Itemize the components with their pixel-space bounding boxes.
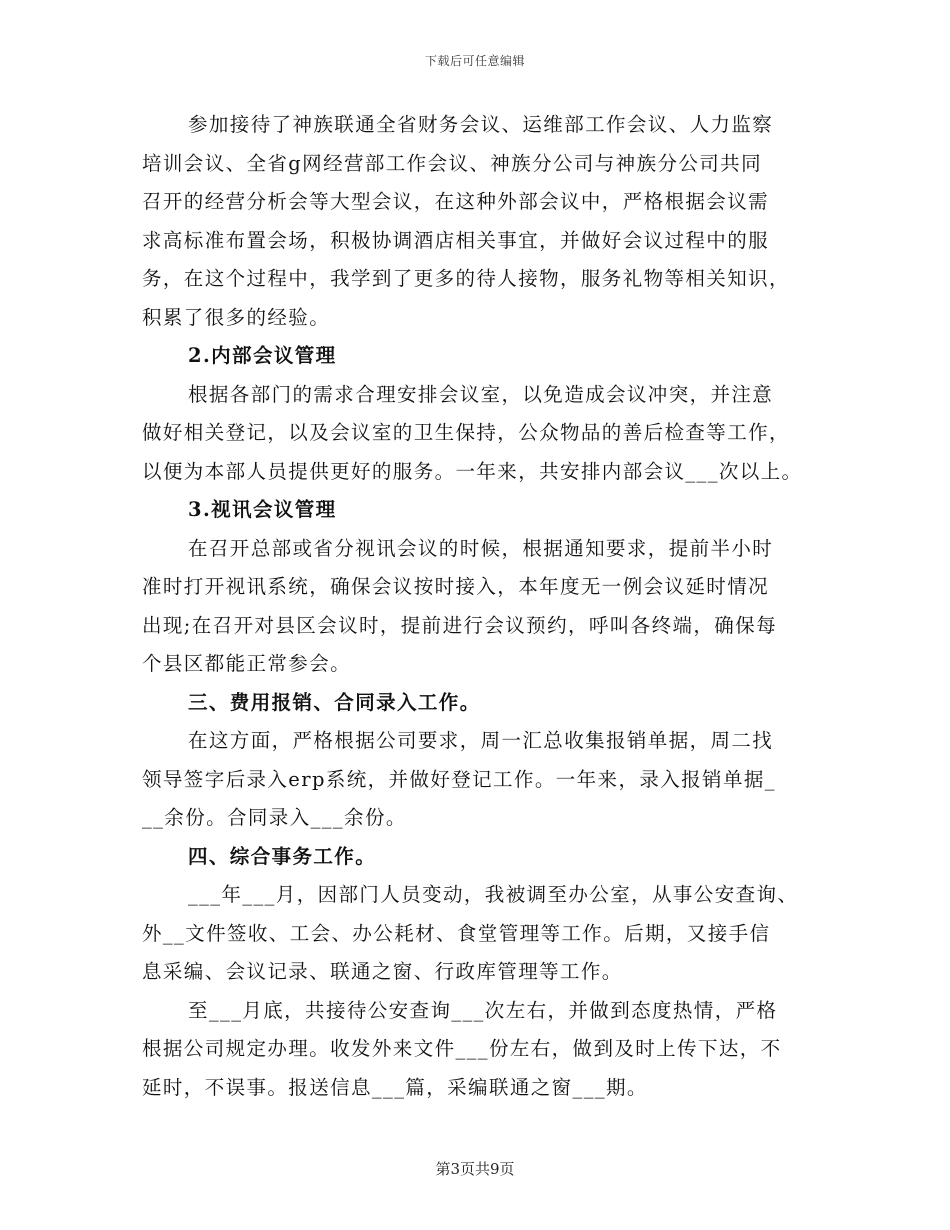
header-note: 下载后可任意编辑	[424, 54, 525, 68]
paragraph-line: 领导签字后录入erp系统，并做好登记工作。一年来，录入报销单据_	[142, 767, 776, 791]
paragraph-line: 外__文件签收、工会、办公耗材、食堂管理等工作。后期，又接手信	[142, 921, 771, 945]
paragraph-line: 根据各部门的需求合理安排会议室，以免造成会议冲突，并注意	[188, 382, 774, 406]
paragraph-line: 根据公司规定办理。收发外来文件___份左右，做到及时上传下达，不	[142, 1037, 782, 1060]
page-number: 第3页共9页	[435, 1160, 515, 1178]
paragraph-line: ___年___月，因部门人员变动，我被调至办公室，从事公安查询、	[188, 883, 799, 906]
paragraph-line: 务，在这个过程中，我学到了更多的待人接物，服务礼物等相关知识，	[142, 267, 790, 290]
section-heading-internal-meetings: 2.内部会议管理	[188, 344, 337, 367]
paragraph-line: 在这方面，严格根据公司要求，周一汇总收集报销单据，周二找	[188, 729, 774, 752]
section-heading-general-affairs: 四、综合事务工作。	[188, 844, 377, 868]
paragraph-line: 个县区都能正常参会。	[142, 652, 352, 675]
paragraph-line: 参加接待了神族联通全省财务会议、运维部工作会议、人力监察	[188, 113, 774, 136]
paragraph-line: 息采编、会议记录、联通之窗、行政库管理等工作。	[142, 960, 623, 983]
paragraph-line: 至___月底，共接待公安查询___次左右，并做到态度热情，严格	[188, 998, 778, 1022]
paragraph-line: 在召开总部或省分视讯会议的时候，根据通知要求，提前半小时	[188, 536, 774, 560]
document-body	[142, 106, 822, 1107]
section-heading-video-meetings: 3.视讯会议管理	[188, 498, 337, 521]
paragraph-line: 召开的经营分析会等大型会议，在这种外部会议中，严格根据会议需	[142, 190, 770, 213]
paragraph-line: 求高标准布置会场，积极协调酒店相关事宜，并做好会议过程中的服	[142, 228, 770, 252]
paragraph-line: 出现;在召开对县区会议时，提前进行会议预约，呼叫各终端，确保每	[142, 613, 777, 637]
paragraph-line: 做好相关登记，以及会议室的卫生保持，公众物品的善后检查等工作，	[142, 421, 790, 444]
section-heading-expenses: 三、费用报销、合同录入工作。	[188, 690, 481, 714]
paragraph-line: 培训会议、全省g网经营部工作会议、神族分公司与神族分公司共同	[142, 151, 762, 175]
paragraph-line: 准时打开视讯系统，确保会议按时接入，本年度无一例会议延时情况	[142, 575, 770, 598]
paragraph-line: 积累了很多的经验。	[142, 305, 331, 329]
paragraph-line: 延时，不误事。报送信息___篇，采编联通之窗___期。	[142, 1075, 648, 1099]
paragraph-line: 以便为本部人员提供更好的服务。一年来，共安排内部会议___次以上。	[142, 459, 803, 483]
paragraph-line: __余份。合同录入___余份。	[142, 806, 407, 829]
